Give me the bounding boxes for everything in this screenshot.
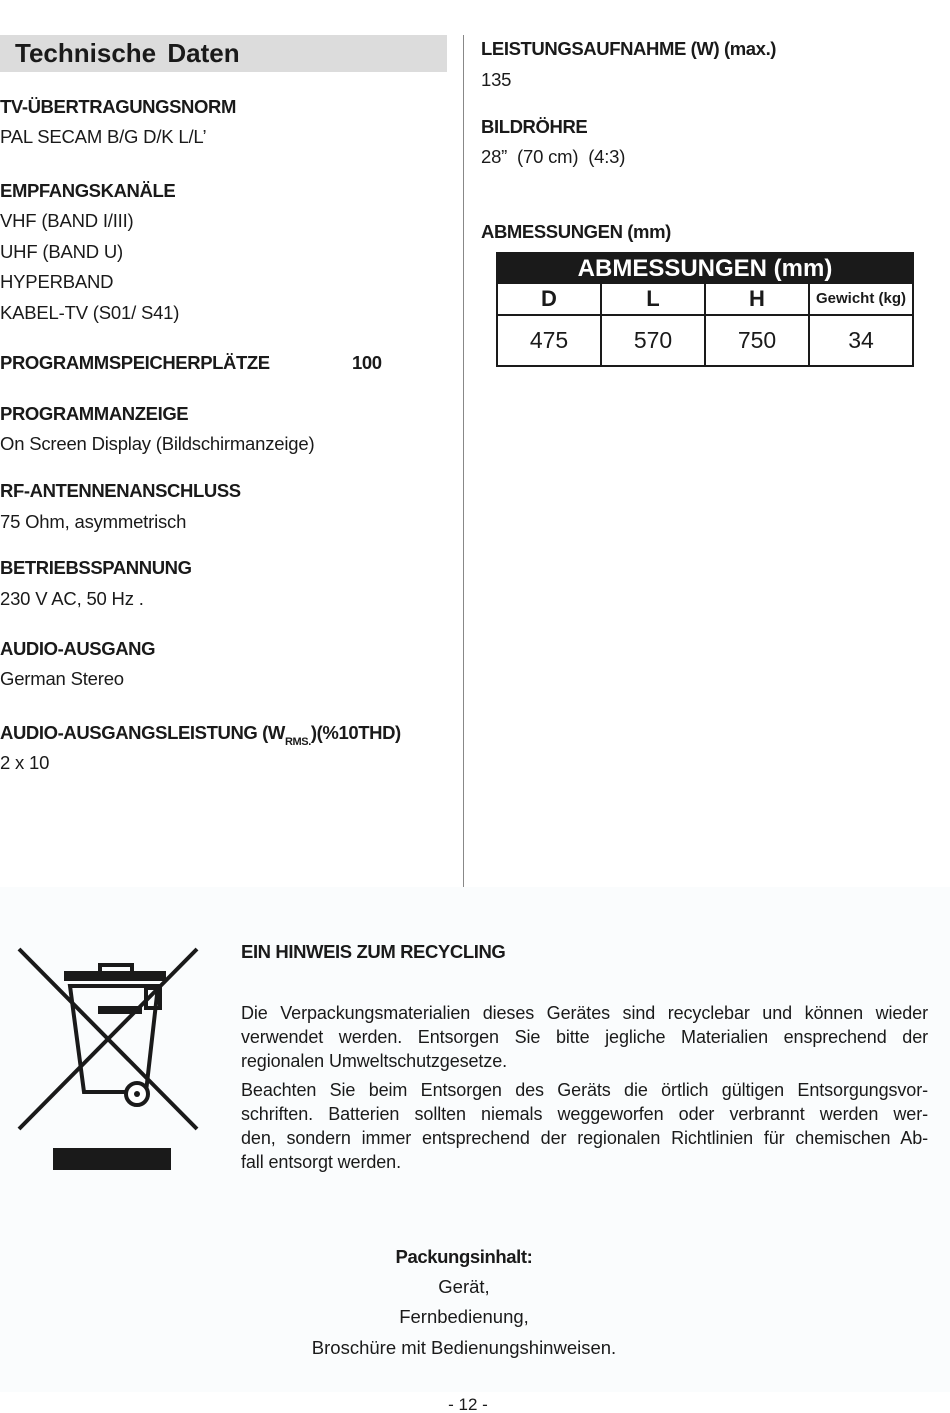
package-heading: Packungsinhalt: [395,1246,533,1267]
spec-heading-tv-norm: TV-ÜBERTRAGUNGSNORM [0,96,236,117]
spec-heading-program-display: PROGRAMMANZEIGE [0,403,189,424]
package-item: Broschüre mit Bedienungshinweisen. [311,1337,617,1358]
spec-value-channel: HYPERBAND [0,271,114,292]
spec-value-voltage: 230 V AC, 50 Hz . [0,588,144,609]
spec-heading-power-consumption: LEISTUNGSAUFNAHME (W) (max.) [481,38,777,59]
table-cell: 475 [498,316,602,367]
column-divider [463,35,464,887]
spec-value-tv-norm: PAL SECAM B/G D/K L/L’ [0,126,207,147]
page-title-bar [0,35,447,72]
spec-heading-dimensions: ABMESSUNGEN (mm) [481,221,671,242]
page-number: - 12 - [448,1395,488,1413]
page-title: Technische Daten [15,38,240,68]
spec-value-program-slots: 100 [352,352,382,373]
spec-value-rf-antenna: 75 Ohm, asymmetrisch [0,511,187,532]
spec-value-program-display: On Screen Display (Bildschirmanzeige) [0,433,315,454]
spec-value-picture-tube: 28” (70 cm) (4:3) [481,146,626,167]
spec-heading-audio-power: AUDIO-AUSGANGSLEISTUNG $(W_{RMS.})(\%10THD)$ [0,722,401,748]
spec-heading-program-slots: PROGRAMMSPEICHERPLÄTZE [0,352,270,373]
spec-value-power-consumption: 135 [481,69,512,90]
spec-value-channel: KABEL-TV (S01/ S41) [0,302,180,323]
crossed-out-wheelie-bin-icon [14,944,202,1176]
table-cell: 570 [602,316,706,367]
spec-heading-rf-antenna: RF-ANTENNENANSCHLUSS [0,480,241,501]
spec-value-audio-out: German Stereo [0,668,124,689]
recycling-heading: EIN HINWEIS ZUM RECYCLING [241,941,506,962]
spec-heading-audio-out: AUDIO-AUSGANG [0,638,156,659]
recycling-paragraph-1: Die Verpackungsmaterialien dieses Gerätes sind recyclebar und können wieder verwendet werden. Entsorgen Sie bitte jegliche Materialien ensprechend der regionalen Umweltschutzgesetze. [241,1003,928,1071]
table-header-cell: L [602,284,706,314]
package-item: Gerät, [438,1276,490,1297]
table-header-cell: H [706,284,810,314]
recycling-paragraph-2: Beachten Sie beim Entsorgen des Geräts die örtlich gültigen Entsorgungsvor- schriften. Batterien sollten niemals weggeworfen oder verbrannt werden wer- den, sondern immer entsprechend der regionalen Richtlinien für chemischen Ab- fall entsorgt werden. [241,1080,928,1172]
spec-value-channel: UHF (BAND U) [0,241,123,262]
dimensions-table [496,252,914,367]
dimensions-table-title: ABMESSUNGEN (mm) [498,254,912,284]
table-cell: 750 [706,316,810,367]
spec-value-channel: VHF (BAND I/III) [0,210,134,231]
dimensions-table-value-row [498,316,912,367]
table-header-cell: Gewicht (kg) [815,290,906,307]
spec-heading-channels: EMPFANGSKANÄLE [0,180,176,201]
spec-heading-picture-tube: BILDRÖHRE [481,116,588,137]
table-header-cell: D [498,284,602,314]
spec-heading-voltage: BETRIEBSSPANNUNG [0,557,192,578]
table-cell: 34 [848,327,874,353]
dimensions-table-header-row [498,284,912,316]
package-item: Fernbedienung, [399,1306,529,1327]
spec-value-audio-power: 2 x 10 [0,752,50,773]
